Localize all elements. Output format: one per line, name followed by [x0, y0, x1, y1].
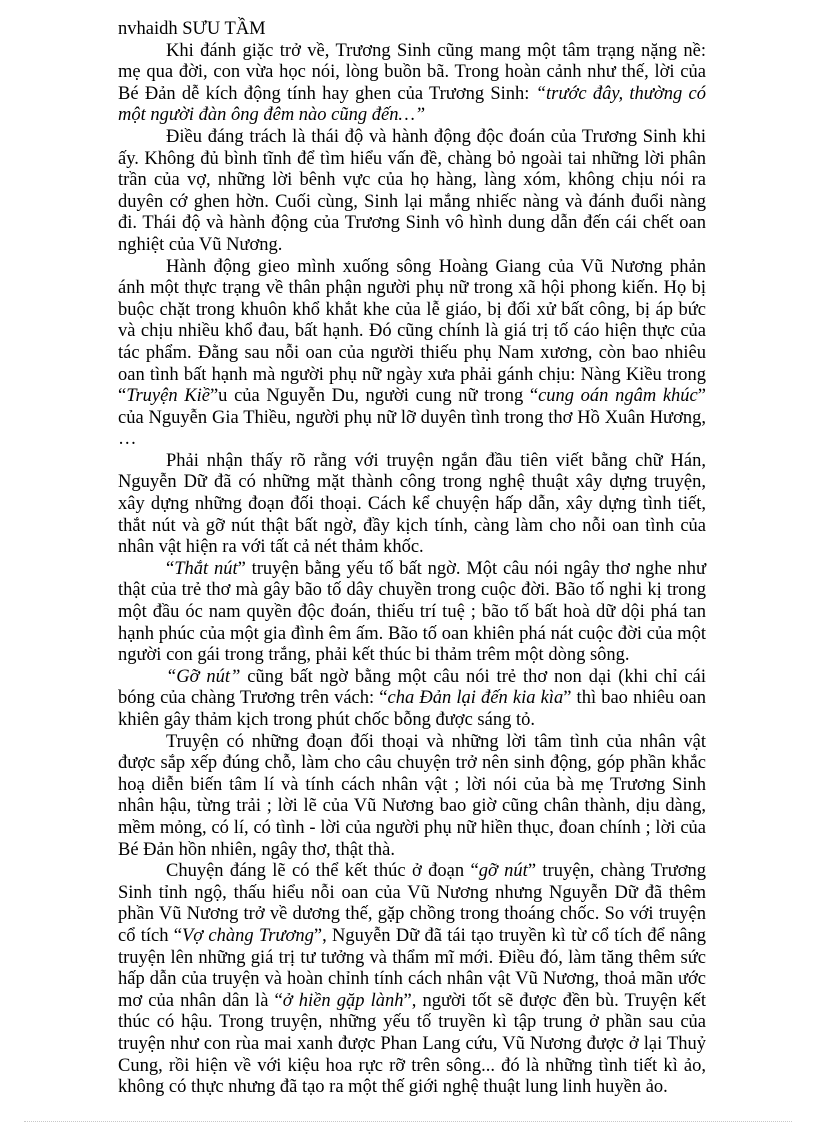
italic-text: Vợ chàng Trương — [181, 925, 314, 946]
paragraph — [118, 257, 706, 451]
paragraph — [118, 451, 706, 559]
document-page — [118, 19, 706, 1099]
text-run: Truyện có những đoạn đối thoại và những lời tâm tình của nhân vật được sắp xếp đúng chỗ, làm cho câu chuyện trở nên sinh động, góp phần khắc hoạ diễn biến tâm lí và tính cách nhân vật ; lời nói của bà mẹ Trương Sinh nhân hậu, từng trải ; lời lẽ của Vũ Nương bao giờ cũng chân thành, dịu dàng, mềm mỏng, có lí, có tình - lời của người phụ nữ hiền thục, đoan chính ; lời của Bé Đản hồn nhiên, ngây thơ, thật thà. — [118, 731, 706, 860]
paragraph — [118, 861, 706, 1099]
text-run: Hành động gieo mình xuống sông Hoàng Giang của Vũ Nương phản ánh một thực trạng về thân phận người phụ nữ trong xã hội phong kiến. Họ bị buộc chặt trong khuôn khổ khắt khe của lễ giáo, bị đối xử bất công, bị áp bức và chịu nhiều khổ đau, bất hạnh. Đó cũng chính là giá trị tố cáo hiện thực của tác phẩm. Đằng sau nỗi oan của người thiếu phụ Nam xương, còn bao nhiêu oan tình bất hạnh mà người phụ nữ ngày xưa phải gánh chịu: Nàng Kiều trong “ — [118, 256, 706, 407]
text-run: ” truyện bằng yếu tố bất ngờ. Một câu nói ngây thơ nghe như thật của trẻ thơ mà gây bão tố dây chuyền trong cuộc đời. Bão tố nghi kị trong một đầu óc nam quyền độc đoán, thiếu trí tuệ ; bão tố bất hoà dữ dội phá tan hạnh phúc của một gia đình êm ấm. Bão tố oan khiên phá nát cuộc đời của một người con gái trong trắng, phải kết thúc bi thảm trêm một dòng sông. — [118, 558, 706, 666]
text-run: ”u của Nguyễn Du, người cung nữ trong “ — [209, 386, 539, 407]
text-run: “ — [166, 558, 175, 579]
text-run: Phải nhận thấy rõ rằng với truyện ngắn đầu tiên viết bằng chữ Hán, Nguyễn Dữ đã có những mặt thành công trong nghệ thuật xây dựng truyện, xây dựng những đoạn đối thoại. Cách kể chuyện hấp dẫn, xây dựng tình tiết, thắt nút và gỡ nút thật bất ngờ, đầy kịch tính, càng làm cho nỗi oan tình của nhân vật hiện ra với tất cả nét thảm khốc. — [118, 450, 706, 558]
italic-text: Truyện Kiề — [126, 386, 210, 407]
document-body — [118, 41, 706, 1099]
italic-text: gỡ nút — [478, 861, 528, 882]
italic-text: ở hiền gặp lành — [282, 990, 404, 1011]
italic-text: “Gỡ nút” — [166, 666, 241, 687]
text-run: Điều đáng trách là thái độ và hành động độc đoán của Trương Sinh khi ấy. Không đủ bình tĩnh để tìm hiểu vấn đề, chàng bỏ ngoài tai những lời phân trần của vợ, những lời bênh vực của họ hàng, làng xóm, không chịu nói ra duyên cớ ghen hờn. Cuối cùng, Sinh lại mắng nhiếc nàng và đánh đuổi nàng đi. Thái độ và hành động của Trương Sinh vô hình dung dẫn đến cái chết oan nghiệt của Vũ Nương. — [118, 126, 706, 255]
italic-text: cung oán ngâm khúc — [538, 386, 698, 407]
text-run: ” của Nguyễn Gia Thiều, người phụ nữ lỡ duyên tình trong thơ Hồ Xuân Hương, … — [118, 386, 706, 450]
italic-text: “trước đây, thường có một người đàn ông đêm nào cũng đến…” — [118, 83, 707, 126]
italic-text: cha Đản lại đến kia kìa — [387, 688, 564, 709]
paragraph — [118, 667, 706, 732]
page-divider — [24, 1121, 792, 1122]
document-header: nvhaidh SƯU TẦM — [118, 19, 266, 39]
text-run: ” thì bao nhiêu oan khiên gây thảm kịch trong phút chốc bỗng được sáng tỏ. — [118, 688, 707, 730]
paragraph — [118, 41, 706, 127]
italic-text: Thắt nút — [174, 558, 238, 579]
text-run: ”, người tốt sẽ được đền bù. Truyện kết thúc có hậu. Trong truyện, những yếu tố truyền kì tập trung ở phần sau của truyện như con rùa mai xanh được Phan Lang cứu, Vũ Nương được ở lại Thuỷ Cung, rồi hiện về với kiệu hoa rực rỡ trên sông... đó là những tình tiết kì ảo, không có thực nhưng đã tạo ra một thế giới nghệ thuật lung linh huyền ảo. — [118, 990, 706, 1098]
text-run: cũng bất ngờ bằng một câu nói trẻ thơ non dại (khi chỉ cái bóng của chàng Trương trên vách: “ — [118, 666, 707, 709]
paragraph — [118, 732, 706, 862]
paragraph — [118, 127, 706, 257]
text-run: ”, Nguyễn Dữ đã tái tạo truyền kì từ cổ tích để nâng truyện lên những giá trị tư tưởng và thẩm mĩ mới. Điều đó, làm tăng thêm sức hấp dẫn của truyện và hoàn chỉnh tính cách nhân vật Vũ Nương, thoả mãn ước mơ của nhân dân là “ — [118, 925, 706, 1011]
text-run: Chuyện đáng lẽ có thể kết thúc ở đoạn “ — [166, 861, 479, 882]
text-run: Khi đánh giặc trở về, Trương Sinh cũng mang một tâm trạng nặng nề: mẹ qua đời, con vừa học nói, lòng buồn bã. Trong hoàn cảnh như thế, lời của Bé Đản dễ kích động tính hay ghen của Trương Sinh: — [118, 40, 706, 104]
paragraph — [118, 559, 706, 667]
text-run: ” truyện, chàng Trương Sinh tỉnh ngộ, thấu hiểu nỗi oan của Vũ Nương nhưng Nguyễn Dữ đã thêm phần Vũ Nương trở về dương thế, gặp chồng trong thoáng chốc. So với truyện cổ tích “ — [118, 861, 706, 946]
